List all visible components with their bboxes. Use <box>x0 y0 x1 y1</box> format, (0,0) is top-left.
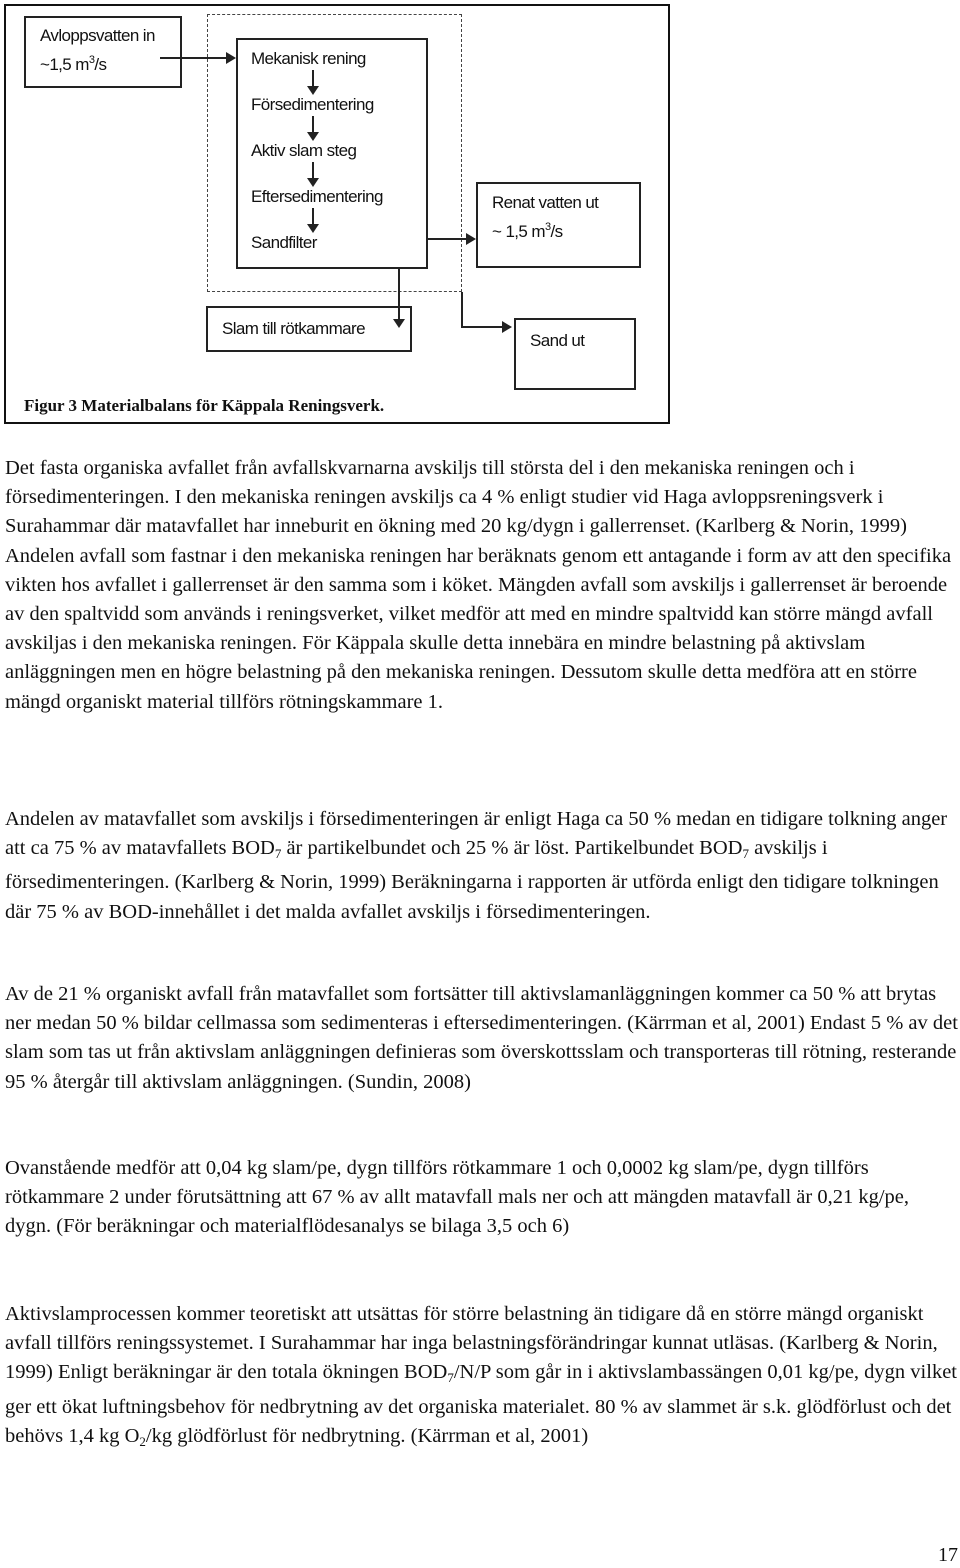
paragraph-4: Ovanstående medför att 0,04 kg slam/pe, dygn tillförs rötkammare 1 och 0,0002 kg slam/pe, dygn tillförs rötkammare 2 under förutsättning att 67 % av allt matavfall mals ner och att mängden matavfall är 0,21 kg/pe, dygn. (För beräkningar och materialflödesanalys se bilaga 3,5 och 6) <box>5 1157 909 1238</box>
outflow-rate: ~ 1,5 $m^3/s$ <box>492 221 563 241</box>
step-eftersedimentering: Eftersedimentering <box>251 187 383 206</box>
sand-label: Sand ut <box>530 331 585 350</box>
outflow-label: Renat vatten ut <box>492 193 599 212</box>
outflow-box <box>476 182 641 268</box>
arrow-right-icon <box>226 52 236 64</box>
sludge-arrow-shaft <box>398 269 400 321</box>
arrow-down-icon <box>307 132 319 141</box>
step-sandfilter: Sandfilter <box>251 233 317 252</box>
step-mekanisk-rening: Mekanisk rening <box>251 49 366 68</box>
page-number: 17 <box>938 1544 958 1566</box>
sludge-box <box>206 306 412 352</box>
arrow-down-icon <box>307 86 319 95</box>
figure-caption: Figur 3 Materialbalans för Käppala Reningsverk. <box>24 396 385 415</box>
outflow-arrow-shaft <box>428 238 468 240</box>
arrow-down-icon <box>307 224 319 233</box>
step-aktiv-slam: Aktiv slam steg <box>251 141 357 160</box>
sand-arrow-shaft <box>461 326 504 328</box>
step-forsedimentering: Försedimentering <box>251 95 374 114</box>
inflow-rate: ~1,5 $m^3/s$ <box>40 54 107 74</box>
arrow-down-icon <box>393 319 405 328</box>
arrow-down-icon <box>307 178 319 187</box>
inflow-label: Avloppsvatten in <box>40 26 155 45</box>
arrow-right-icon <box>466 233 476 245</box>
sand-box <box>514 318 636 390</box>
inflow-arrow-shaft <box>160 57 229 59</box>
paragraph-2: Andelen av matavfallet som avskiljs i försedimenteringen är enligt Haga ca 50 % medan en tidigare tolkning anger att ca 75 % av matavfallets $BOD_7$ är partikelbundet och 25 % är löst. Partikelbundet $BOD_7$ avskiljs i försedimenteringen. (Karlberg & Norin, 1999) Beräkningarna i rapporten är utförda enligt den tidigare tolkningen där 75 % av BOD-innehållet i det malda avfallet avskiljs i försedimenteringen. <box>5 808 948 923</box>
paragraph-5: Aktivslamprocessen kommer teoretiskt att utsättas för större belastning än tidigare då en större mängd organiskt avfall tillförs reningssystemet. I Surahammar har inga belastningsförändringar kunnat utläsas. (Karlberg & Norin, 1999) Enligt beräkningar är den totala ökningen $BOD_7/N/P$ som går in i aktivslambassängen 0,01 kg/pe, dygn vilket ger ett ökat luftningsbehov för nedbrytning av det organiska materialet. 80 % av slammet är s.k. glödförlust och det behövs 1,4 kg $O_2/kg$ glödförlust för nedbrytning. (Kärrman et al, 2001) <box>5 1303 957 1449</box>
sand-arrow-shaft <box>461 292 463 328</box>
paragraph-1: Det fasta organiska avfallet från avfallskvarnarna avskiljs till största del i den mekaniska reningen och i försedimenteringen. I den mekaniska reningen avskiljs ca 4 % enligt studier vid Haga avloppsreningsverk i Surahammar där matavfallet har inneburit en ökning med 20 kg/dygn i gallerrenset. (Karlberg & Norin, 1999) Andelen avfall som fastnar i den mekaniska reningen har beräknats genom ett antagande i form av att den specifika vikten hos avfallet i gallerrenset är den samma som i köket. Mängden avfall som avskiljs i gallerrenset är beroende av den spaltvidd som används i reningsverket, vilket medför att med en mindre spaltvidd kan större mängd avfall avskiljas i den mekaniska reningen. För Käppala skulle detta innebära en mindre belastning på aktivslam anläggningen men en högre belastning på den mekaniska reningen. Dessutom skulle detta medföra att en större mängd organiskt material tillförs rötningskammare 1. <box>5 457 952 713</box>
inflow-box <box>24 16 182 88</box>
paragraph-3: Av de 21 % organiskt avfall från matavfallet som fortsätter till aktivslamanläggningen kommer ca 50 % att brytas ner medan 50 % bildar cellmassa som sedimenteras i eftersedimenteringen. (Kärrman et al, 2001) Endast 5 % av det slam som tas ut från aktivslam anläggningen definieras som överskottsslam och transporteras till rötning, resterande 95 % återgår till aktivslam anläggningen. (Sundin, 2008) <box>5 983 958 1093</box>
flow-diagram <box>4 4 670 424</box>
sludge-label: Slam till rötkammare <box>222 319 365 338</box>
arrow-right-icon <box>502 321 512 333</box>
